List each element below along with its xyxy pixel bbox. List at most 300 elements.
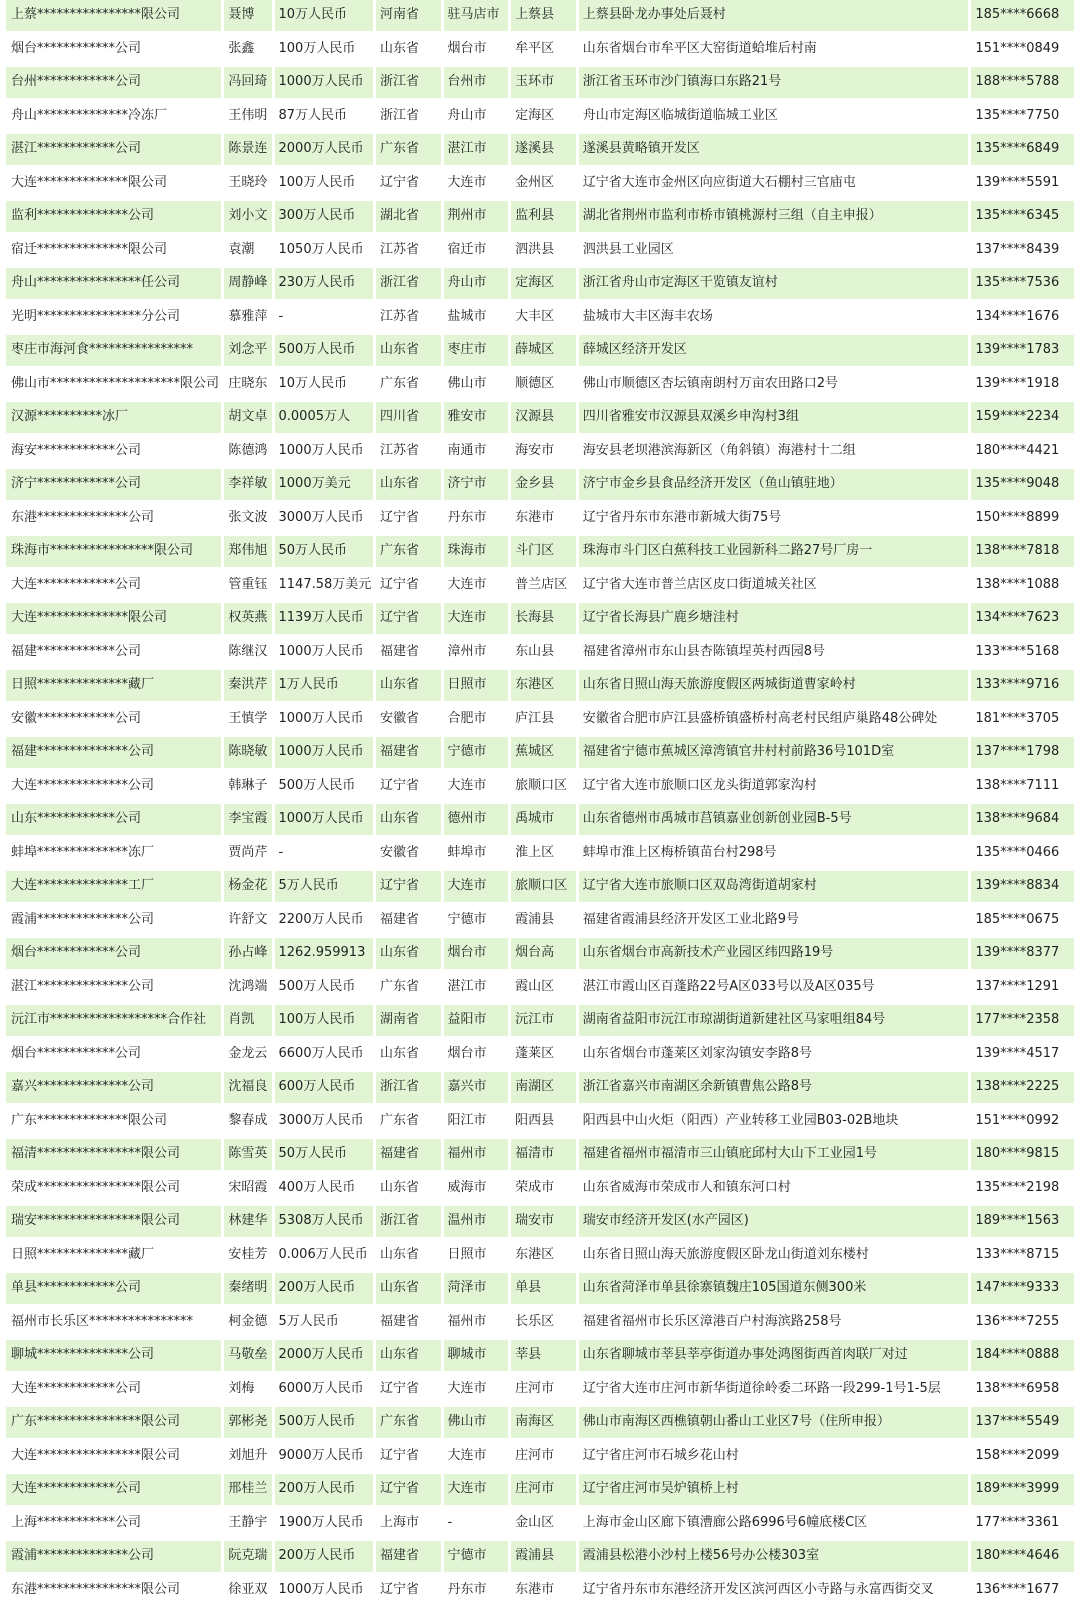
city-cell: 宿迁市 <box>444 235 509 269</box>
district-cell: 单县 <box>511 1273 576 1307</box>
district-cell: 东港市 <box>511 503 576 537</box>
company-name-cell: 烟台************公司 <box>6 34 221 68</box>
phone-cell: 135****6849 <box>971 134 1074 168</box>
company-name-cell: 舟山****************任公司 <box>6 268 221 302</box>
capital-cell: 9000万人民币 <box>275 1441 373 1475</box>
province-cell: 浙江省 <box>376 101 441 135</box>
table-row <box>6 1508 1074 1542</box>
province-cell: 辽宁省 <box>376 503 441 537</box>
city-cell: 大连市 <box>444 871 509 905</box>
phone-cell: 181****3705 <box>971 704 1074 738</box>
city-cell: 大连市 <box>444 1474 509 1508</box>
company-name-cell: 大连************公司 <box>6 1374 221 1408</box>
district-cell: 霞山区 <box>511 972 576 1006</box>
table-row <box>6 603 1074 637</box>
city-cell: 宁德市 <box>444 1541 509 1575</box>
capital-cell: 10万人民币 <box>275 0 373 34</box>
province-cell: 山东省 <box>376 1340 441 1374</box>
company-name-cell: 大连**************限公司 <box>6 168 221 202</box>
table-row <box>6 1541 1074 1575</box>
company-name-cell: 山东************公司 <box>6 804 221 838</box>
city-cell: 日照市 <box>444 1240 509 1274</box>
district-cell: 淮上区 <box>511 838 576 872</box>
phone-cell: 138****2225 <box>971 1072 1074 1106</box>
district-cell: 东港市 <box>511 1575 576 1609</box>
city-cell: 大连市 <box>444 570 509 604</box>
phone-cell: 189****1563 <box>971 1206 1074 1240</box>
district-cell: 庐江县 <box>511 704 576 738</box>
table-row <box>6 536 1074 570</box>
district-cell: 斗门区 <box>511 536 576 570</box>
phone-cell: 134****7623 <box>971 603 1074 637</box>
table-row <box>6 1072 1074 1106</box>
province-cell: 山东省 <box>376 938 441 972</box>
city-cell: 聊城市 <box>444 1340 509 1374</box>
province-cell: 辽宁省 <box>376 1474 441 1508</box>
address-cell: 阳西县中山火炬（阳西）产业转移工业园B03-02B地块 <box>579 1106 969 1140</box>
province-cell: 辽宁省 <box>376 570 441 604</box>
address-cell: 山东省威海市荣成市人和镇东河口村 <box>579 1173 969 1207</box>
address-cell: 佛山市南海区西樵镇朝山番山工业区7号（住所申报） <box>579 1407 969 1441</box>
table-row <box>6 34 1074 68</box>
address-cell: 山东省德州市禹城市莒镇嘉业创新创业园B-5号 <box>579 804 969 838</box>
city-cell: 珠海市 <box>444 536 509 570</box>
contact-name-cell: 沈福良 <box>224 1072 271 1106</box>
capital-cell: 500万人民币 <box>275 972 373 1006</box>
district-cell: 禹城市 <box>511 804 576 838</box>
table-row <box>6 1005 1074 1039</box>
city-cell: 烟台市 <box>444 34 509 68</box>
table-row <box>6 637 1074 671</box>
district-cell: 金州区 <box>511 168 576 202</box>
contact-name-cell: 周静峰 <box>224 268 271 302</box>
city-cell: 济宁市 <box>444 469 509 503</box>
capital-cell: 2000万人民币 <box>275 134 373 168</box>
province-cell: 安徽省 <box>376 838 441 872</box>
province-cell: 辽宁省 <box>376 1374 441 1408</box>
contact-name-cell: 郑伟旭 <box>224 536 271 570</box>
table-row <box>6 335 1074 369</box>
city-cell: 雅安市 <box>444 402 509 436</box>
table-row <box>6 1273 1074 1307</box>
city-cell: 漳州市 <box>444 637 509 671</box>
company-name-cell: 瑞安****************限公司 <box>6 1206 221 1240</box>
company-name-cell: 安徽************公司 <box>6 704 221 738</box>
city-cell: 合肥市 <box>444 704 509 738</box>
company-name-cell: 宿迁**************限公司 <box>6 235 221 269</box>
province-cell: 湖北省 <box>376 201 441 235</box>
contact-name-cell: 庄晓东 <box>224 369 271 403</box>
city-cell: 驻马店市 <box>444 0 509 34</box>
table-row <box>6 201 1074 235</box>
address-cell: 辽宁省大连市旅顺口区龙头街道郭家沟村 <box>579 771 969 805</box>
capital-cell: 6600万人民币 <box>275 1039 373 1073</box>
province-cell: 浙江省 <box>376 1072 441 1106</box>
table-row <box>6 67 1074 101</box>
contact-name-cell: 秦洪芹 <box>224 670 271 704</box>
table-row <box>6 1106 1074 1140</box>
table-row <box>6 804 1074 838</box>
phone-cell: 188****5788 <box>971 67 1074 101</box>
table-row <box>6 1474 1074 1508</box>
district-cell: 霞浦县 <box>511 1541 576 1575</box>
table-row <box>6 1039 1074 1073</box>
province-cell: 山东省 <box>376 1173 441 1207</box>
phone-cell: 139****1918 <box>971 369 1074 403</box>
phone-cell: 150****8899 <box>971 503 1074 537</box>
table-row <box>6 168 1074 202</box>
phone-cell: 139****4517 <box>971 1039 1074 1073</box>
district-cell: 旅顺口区 <box>511 871 576 905</box>
province-cell: 山东省 <box>376 34 441 68</box>
province-cell: 辽宁省 <box>376 771 441 805</box>
phone-cell: 138****6958 <box>971 1374 1074 1408</box>
capital-cell: - <box>275 302 373 336</box>
phone-cell: 177****2358 <box>971 1005 1074 1039</box>
phone-cell: 158****2099 <box>971 1441 1074 1475</box>
company-name-cell: 东港****************限公司 <box>6 1575 221 1609</box>
table-row <box>6 570 1074 604</box>
company-name-cell: 福建************公司 <box>6 637 221 671</box>
contact-name-cell: 韩琳子 <box>224 771 271 805</box>
phone-cell: 159****2234 <box>971 402 1074 436</box>
province-cell: 安徽省 <box>376 704 441 738</box>
contact-name-cell: 秦绪明 <box>224 1273 271 1307</box>
contact-name-cell: 杨金花 <box>224 871 271 905</box>
capital-cell: 600万人民币 <box>275 1072 373 1106</box>
capital-cell: 200万人民币 <box>275 1474 373 1508</box>
province-cell: 河南省 <box>376 0 441 34</box>
phone-cell: 151****0849 <box>971 34 1074 68</box>
city-cell: 德州市 <box>444 804 509 838</box>
city-cell: 菏泽市 <box>444 1273 509 1307</box>
company-name-cell: 监利**************公司 <box>6 201 221 235</box>
contact-name-cell: 肖凯 <box>224 1005 271 1039</box>
company-name-cell: 光明****************分公司 <box>6 302 221 336</box>
address-cell: 海安县老坝港滨海新区（角斜镇）海港村十二组 <box>579 436 969 470</box>
address-cell: 山东省烟台市蓬莱区刘家沟镇安李路8号 <box>579 1039 969 1073</box>
address-cell: 山东省聊城市莘县莘亭街道办事处鸿图街西首肉联厂对过 <box>579 1340 969 1374</box>
phone-cell: 189****3999 <box>971 1474 1074 1508</box>
company-name-cell: 日照**************藏厂 <box>6 1240 221 1274</box>
phone-cell: 185****6668 <box>971 0 1074 34</box>
district-cell: 蓬莱区 <box>511 1039 576 1073</box>
district-cell: 庄河市 <box>511 1474 576 1508</box>
table-row <box>6 436 1074 470</box>
city-cell: 烟台市 <box>444 1039 509 1073</box>
company-name-cell: 单县************公司 <box>6 1273 221 1307</box>
company-name-cell: 福清****************限公司 <box>6 1139 221 1173</box>
phone-cell: 138****7818 <box>971 536 1074 570</box>
table-row <box>6 268 1074 302</box>
capital-cell: 50万人民币 <box>275 536 373 570</box>
district-cell: 大丰区 <box>511 302 576 336</box>
contact-name-cell: 刘念平 <box>224 335 271 369</box>
province-cell: 山东省 <box>376 1273 441 1307</box>
address-cell: 佛山市顺德区杏坛镇南朗村万亩农田路口2号 <box>579 369 969 403</box>
province-cell: 江苏省 <box>376 235 441 269</box>
phone-cell: 135****0466 <box>971 838 1074 872</box>
contact-name-cell: 徐亚双 <box>224 1575 271 1609</box>
capital-cell: 1万人民币 <box>275 670 373 704</box>
district-cell: 海安市 <box>511 436 576 470</box>
contact-name-cell: 邢桂兰 <box>224 1474 271 1508</box>
province-cell: 广东省 <box>376 536 441 570</box>
district-cell: 阳西县 <box>511 1106 576 1140</box>
table-row <box>6 101 1074 135</box>
address-cell: 瑞安市经济开发区(水产园区) <box>579 1206 969 1240</box>
phone-cell: 139****8834 <box>971 871 1074 905</box>
capital-cell: 230万人民币 <box>275 268 373 302</box>
company-name-cell: 沅江市******************合作社 <box>6 1005 221 1039</box>
phone-cell: 134****1676 <box>971 302 1074 336</box>
capital-cell: 6000万人民币 <box>275 1374 373 1408</box>
contact-name-cell: 权英燕 <box>224 603 271 637</box>
province-cell: 山东省 <box>376 335 441 369</box>
capital-cell: 10万人民币 <box>275 369 373 403</box>
district-cell: 旅顺口区 <box>511 771 576 805</box>
district-cell: 普兰店区 <box>511 570 576 604</box>
phone-cell: 133****8715 <box>971 1240 1074 1274</box>
company-name-cell: 烟台************公司 <box>6 1039 221 1073</box>
contact-name-cell: 阮克瑞 <box>224 1541 271 1575</box>
address-cell: 山东省烟台市牟平区大窑街道蛤堆后村南 <box>579 34 969 68</box>
company-name-cell: 大连**************公司 <box>6 771 221 805</box>
phone-cell: 135****2198 <box>971 1173 1074 1207</box>
city-cell: 嘉兴市 <box>444 1072 509 1106</box>
capital-cell: 3000万人民币 <box>275 1106 373 1140</box>
district-cell: 南海区 <box>511 1407 576 1441</box>
capital-cell: 1139万人民币 <box>275 603 373 637</box>
phone-cell: 139****8377 <box>971 938 1074 972</box>
contact-name-cell: 胡文卓 <box>224 402 271 436</box>
city-cell: 丹东市 <box>444 1575 509 1609</box>
phone-cell: 137****1798 <box>971 737 1074 771</box>
contact-name-cell: 柯金德 <box>224 1307 271 1341</box>
city-cell: 南通市 <box>444 436 509 470</box>
table-row <box>6 737 1074 771</box>
company-name-cell: 大连**************限公司 <box>6 603 221 637</box>
table-row <box>6 1374 1074 1408</box>
company-name-cell: 大连**************工厂 <box>6 871 221 905</box>
address-cell: 上海市金山区廊下镇漕廊公路6996号6幢底楼C区 <box>579 1508 969 1542</box>
city-cell: 烟台市 <box>444 938 509 972</box>
company-name-cell: 上蔡****************限公司 <box>6 0 221 34</box>
address-cell: 霞浦县松港小沙村上楼56号办公楼303室 <box>579 1541 969 1575</box>
capital-cell: 1000万人民币 <box>275 637 373 671</box>
capital-cell: 5万人民币 <box>275 1307 373 1341</box>
province-cell: 山东省 <box>376 469 441 503</box>
contact-name-cell: 王晓玲 <box>224 168 271 202</box>
district-cell: 瑞安市 <box>511 1206 576 1240</box>
table-row <box>6 369 1074 403</box>
province-cell: 山东省 <box>376 670 441 704</box>
capital-cell: 1000万人民币 <box>275 737 373 771</box>
phone-cell: 137****1291 <box>971 972 1074 1006</box>
capital-cell: 5308万人民币 <box>275 1206 373 1240</box>
capital-cell: 1900万人民币 <box>275 1508 373 1542</box>
company-name-cell: 霞浦**************公司 <box>6 905 221 939</box>
city-cell: 台州市 <box>444 67 509 101</box>
phone-cell: 147****9333 <box>971 1273 1074 1307</box>
province-cell: 广东省 <box>376 1106 441 1140</box>
address-cell: 山东省日照山海天旅游度假区两城街道曹家岭村 <box>579 670 969 704</box>
district-cell: 金乡县 <box>511 469 576 503</box>
capital-cell: 200万人民币 <box>275 1541 373 1575</box>
address-cell: 泗洪县工业园区 <box>579 235 969 269</box>
city-cell: 湛江市 <box>444 972 509 1006</box>
contact-name-cell: 陈景连 <box>224 134 271 168</box>
district-cell: 莘县 <box>511 1340 576 1374</box>
city-cell: 舟山市 <box>444 268 509 302</box>
province-cell: 辽宁省 <box>376 871 441 905</box>
phone-cell: 184****0888 <box>971 1340 1074 1374</box>
table-row <box>6 905 1074 939</box>
table-row <box>6 235 1074 269</box>
address-cell: 辽宁省大连市普兰店区皮口街道城关社区 <box>579 570 969 604</box>
phone-cell: 135****6345 <box>971 201 1074 235</box>
phone-cell: 177****3361 <box>971 1508 1074 1542</box>
district-cell: 监利县 <box>511 201 576 235</box>
district-cell: 玉环市 <box>511 67 576 101</box>
district-cell: 东港区 <box>511 670 576 704</box>
capital-cell: - <box>275 838 373 872</box>
city-cell: 阳江市 <box>444 1106 509 1140</box>
table-row <box>6 469 1074 503</box>
city-cell: 温州市 <box>444 1206 509 1240</box>
district-cell: 汉源县 <box>511 402 576 436</box>
capital-cell: 500万人民币 <box>275 771 373 805</box>
phone-cell: 138****1088 <box>971 570 1074 604</box>
contact-name-cell: 黎春成 <box>224 1106 271 1140</box>
contact-name-cell: 刘小文 <box>224 201 271 235</box>
address-cell: 薛城区经济开发区 <box>579 335 969 369</box>
contact-name-cell: 刘旭升 <box>224 1441 271 1475</box>
contact-name-cell: 林建华 <box>224 1206 271 1240</box>
contact-name-cell: 冯回琦 <box>224 67 271 101</box>
city-cell: 湛江市 <box>444 134 509 168</box>
province-cell: 辽宁省 <box>376 168 441 202</box>
province-cell: 福建省 <box>376 637 441 671</box>
contact-name-cell: 聂博 <box>224 0 271 34</box>
capital-cell: 500万人民币 <box>275 335 373 369</box>
address-cell: 辽宁省丹东市东港市新城大街75号 <box>579 503 969 537</box>
capital-cell: 1050万人民币 <box>275 235 373 269</box>
table-row <box>6 1139 1074 1173</box>
company-name-cell: 大连****************限公司 <box>6 1441 221 1475</box>
company-name-cell: 汉源**********冰厂 <box>6 402 221 436</box>
address-cell: 辽宁省庄河市石城乡花山村 <box>579 1441 969 1475</box>
company-name-cell: 台州************公司 <box>6 67 221 101</box>
table-row <box>6 670 1074 704</box>
province-cell: 福建省 <box>376 1541 441 1575</box>
company-name-cell: 湛江************公司 <box>6 134 221 168</box>
city-cell: 福州市 <box>444 1307 509 1341</box>
contact-name-cell: 袁潮 <box>224 235 271 269</box>
capital-cell: 500万人民币 <box>275 1407 373 1441</box>
contact-name-cell: 刘梅 <box>224 1374 271 1408</box>
company-name-cell: 珠海市****************限公司 <box>6 536 221 570</box>
city-cell: 日照市 <box>444 670 509 704</box>
contact-name-cell: 王静宇 <box>224 1508 271 1542</box>
city-cell: 大连市 <box>444 603 509 637</box>
table-row <box>6 871 1074 905</box>
city-cell: 大连市 <box>444 1441 509 1475</box>
capital-cell: 200万人民币 <box>275 1273 373 1307</box>
contact-name-cell: 李宝霞 <box>224 804 271 838</box>
company-name-cell: 枣庄市海河食**************** <box>6 335 221 369</box>
city-cell: 大连市 <box>444 168 509 202</box>
table-row <box>6 134 1074 168</box>
city-cell: 丹东市 <box>444 503 509 537</box>
address-cell: 福建省霞浦县经济开发区工业北路9号 <box>579 905 969 939</box>
phone-cell: 137****5549 <box>971 1407 1074 1441</box>
table-row <box>6 503 1074 537</box>
contact-name-cell: 安桂芳 <box>224 1240 271 1274</box>
address-cell: 浙江省舟山市定海区干览镇友谊村 <box>579 268 969 302</box>
table-row <box>6 938 1074 972</box>
capital-cell: 300万人民币 <box>275 201 373 235</box>
capital-cell: 0.0005万人 <box>275 402 373 436</box>
province-cell: 福建省 <box>376 1307 441 1341</box>
capital-cell: 1147.58万美元 <box>275 570 373 604</box>
district-cell: 定海区 <box>511 101 576 135</box>
contact-name-cell: 陈晓敏 <box>224 737 271 771</box>
district-cell: 上蔡县 <box>511 0 576 34</box>
company-table <box>3 0 1077 1608</box>
capital-cell: 1000万人民币 <box>275 67 373 101</box>
address-cell: 珠海市斗门区白蕉科技工业园新科二路27号厂房一 <box>579 536 969 570</box>
province-cell: 广东省 <box>376 369 441 403</box>
address-cell: 盐城市大丰区海丰农场 <box>579 302 969 336</box>
province-cell: 辽宁省 <box>376 1441 441 1475</box>
district-cell: 长海县 <box>511 603 576 637</box>
province-cell: 浙江省 <box>376 1206 441 1240</box>
table-row <box>6 972 1074 1006</box>
district-cell: 南湖区 <box>511 1072 576 1106</box>
table-row <box>6 838 1074 872</box>
company-name-cell: 蚌埠**************冻厂 <box>6 838 221 872</box>
company-name-cell: 大连************公司 <box>6 1474 221 1508</box>
contact-name-cell: 陈德鸿 <box>224 436 271 470</box>
district-cell: 遂溪县 <box>511 134 576 168</box>
capital-cell: 1262.959913 <box>275 938 373 972</box>
phone-cell: 180****4646 <box>971 1541 1074 1575</box>
district-cell: 沅江市 <box>511 1005 576 1039</box>
district-cell: 定海区 <box>511 268 576 302</box>
address-cell: 山东省日照山海天旅游度假区卧龙山街道刘东楼村 <box>579 1240 969 1274</box>
province-cell: 广东省 <box>376 134 441 168</box>
address-cell: 辽宁省长海县广鹿乡塘洼村 <box>579 603 969 637</box>
capital-cell: 1000万美元 <box>275 469 373 503</box>
company-name-cell: 荣成****************限公司 <box>6 1173 221 1207</box>
province-cell: 福建省 <box>376 737 441 771</box>
province-cell: 福建省 <box>376 1139 441 1173</box>
capital-cell: 3000万人民币 <box>275 503 373 537</box>
phone-cell: 151****0992 <box>971 1106 1074 1140</box>
district-cell: 长乐区 <box>511 1307 576 1341</box>
district-cell: 顺德区 <box>511 369 576 403</box>
address-cell: 遂溪县黄略镇开发区 <box>579 134 969 168</box>
capital-cell: 400万人民币 <box>275 1173 373 1207</box>
capital-cell: 1000万人民币 <box>275 704 373 738</box>
city-cell: 舟山市 <box>444 101 509 135</box>
table-row <box>6 402 1074 436</box>
province-cell: 山东省 <box>376 804 441 838</box>
city-cell: 宁德市 <box>444 737 509 771</box>
address-cell: 辽宁省大连市金州区向应街道大石棚村三官庙屯 <box>579 168 969 202</box>
table-row <box>6 1407 1074 1441</box>
